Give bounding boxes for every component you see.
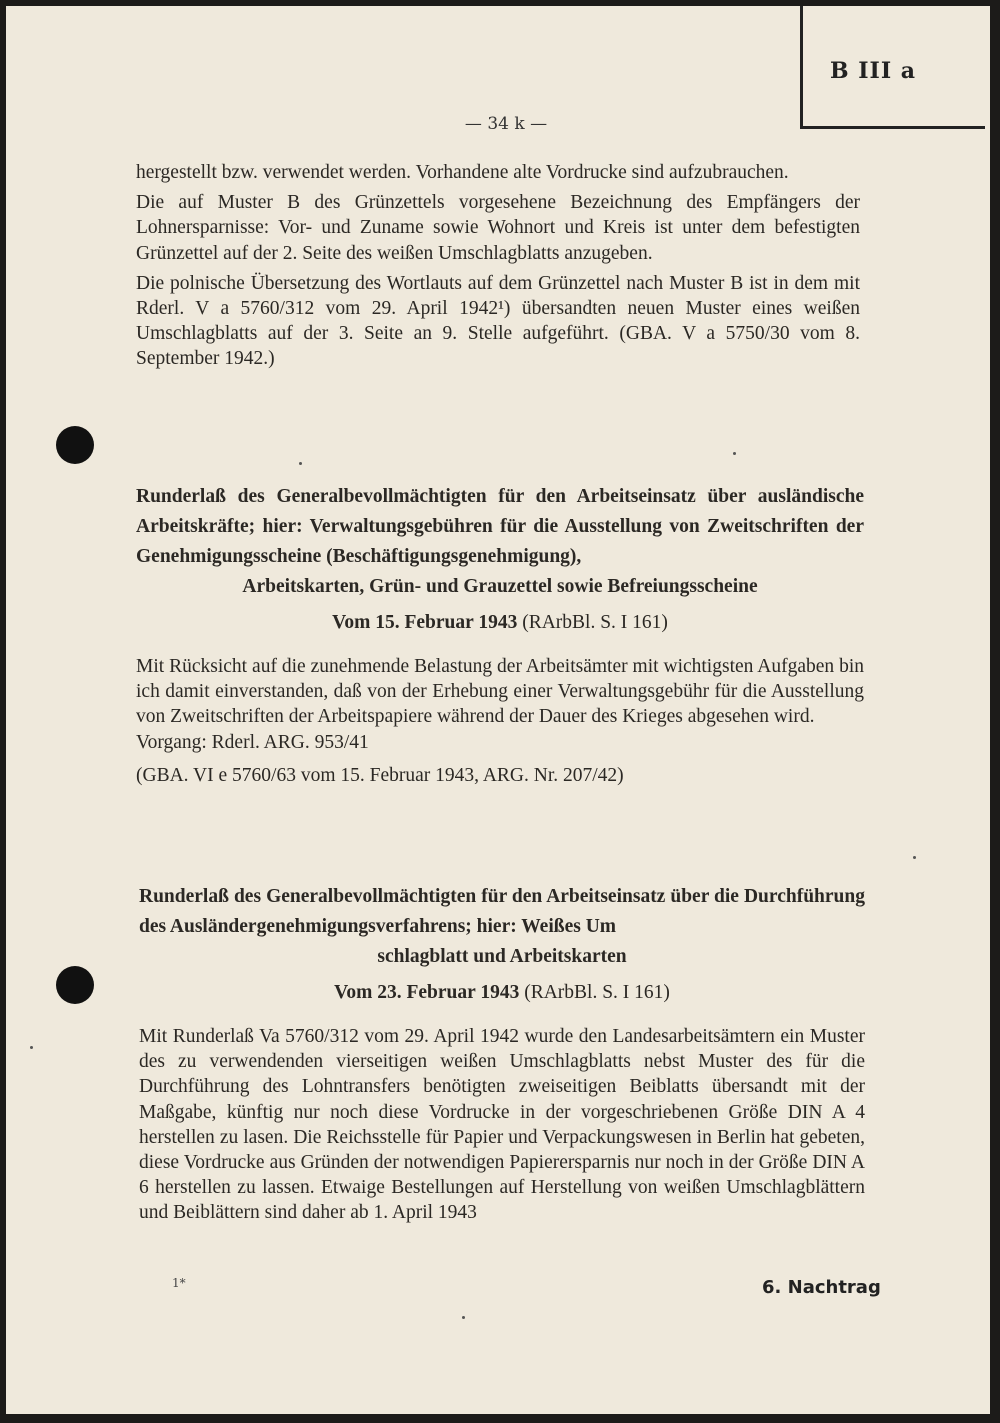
- section3-text: [139, 1024, 865, 1226]
- paper-speck: [462, 1316, 465, 1319]
- document-page: [6, 6, 990, 1414]
- section1-paragraph: hergestellt bzw. verwendet werden. Vorhandene alte Vordrucke sind aufzubrauchen.: [136, 162, 789, 183]
- section3-date-line: [139, 982, 865, 1004]
- section2-date: Vom 15. Februar 1943: [332, 612, 518, 633]
- section2-source: (RArbBl. S. I 161): [522, 612, 668, 633]
- section1-paragraph: Die auf Muster B des Grünzettels vorgesehene Bezeichnung des Empfängers der Lohnersparnisse: Vor- und Zuname sowie Wohnort und Kreis ist unter dem befestigten Grünzettel auf der 2. Seite des weißen Umschlagblatts anzugeben.: [136, 192, 860, 264]
- section2-heading-last-line: Arbeitskarten, Grün- und Grauzettel sowie Befreiungsscheine: [242, 576, 758, 597]
- section2-text: [136, 654, 864, 788]
- section3-heading: [139, 882, 865, 972]
- section2-reference: (GBA. VI e 5760/63 vom 15. Februar 1943, ARG. Nr. 207/42): [136, 764, 624, 786]
- paper-speck: [733, 452, 736, 455]
- section3: [139, 882, 865, 1226]
- supplement-label: 6. Nachtrag: [762, 1277, 881, 1298]
- paper-speck: [30, 1046, 33, 1049]
- section2-heading: [136, 482, 864, 602]
- punch-hole-top: [56, 426, 94, 464]
- section1-paragraph: Die polnische Übersetzung des Wortlauts auf dem Grünzettel nach Muster B ist in dem mit Rderl. V a 5760/312 vom 29. April 1942¹) übersandten neuen Muster eines weißen Umschlagblatts auf der 3. Seite an 9. Stelle aufgeführt. (GBA. V a 5750/30 vom 8. September 1942.): [136, 272, 860, 370]
- punch-hole-bottom: [56, 966, 94, 1004]
- footer-mark: 1*: [172, 1276, 186, 1290]
- section2-date-line: [136, 612, 864, 634]
- paper-speck: [913, 856, 916, 859]
- page-number: — 34 k —: [464, 114, 548, 134]
- section-label: B III a: [830, 58, 917, 84]
- section2-vorgang: Vorgang: Rderl. ARG. 953/41: [136, 731, 369, 753]
- section2-body: Mit Rücksicht auf die zunehmende Belastung der Arbeitsämter mit wichtigsten Aufgaben bin ich damit einverstanden, daß von der Erhebung einer Verwaltungsgebühr für die Ausstellung von Zweitschriften der Arbeitspapiere während der Dauer des Krieges abgesehen wird.: [136, 656, 864, 728]
- section3-body: Mit Runderlaß Va 5760/312 vom 29. April 1942 wurde den Landesarbeitsämtern ein Muster des zu verwendenden vierseitigen weißen Umschlagblatts nebst Muster des für die Durchführung des Lohntransfers benötigten zweiseitigen Beiblatts übersandt mit der Maßgabe, künftig nur noch diese Vordrucke in der vorgeschriebenen Größe DIN A 4 herstellen zu lasen. Die Reichsstelle für Papier und Verpackungswesen in Berlin hat gebeten, diese Vordrucke aus Gründen der notwendigen Papierersparnis nur noch in der Größe DIN A 6 herstellen zu lassen. Etwaige Bestellungen auf Herstellung von weißen Umschlagblättern und Beiblättern sind daher ab 1. April 1943: [139, 1026, 865, 1224]
- section2: [136, 482, 864, 788]
- section3-date: Vom 23. Februar 1943: [334, 982, 520, 1003]
- section2-heading-text: Runderlaß des Generalbevollmächtigten für den Arbeitseinsatz über ausländische Arbeitskräfte; hier: Verwaltungsgebühren für die Ausstellung von Zweitschriften der Genehmigungsscheine (Beschäftigungsgenehmigung),: [136, 486, 864, 567]
- section3-heading-last-line: schlagblatt und Arbeitskarten: [377, 946, 627, 967]
- section1-text: [136, 160, 860, 372]
- section3-heading-text: Runderlaß des Generalbevollmächtigten für den Arbeitseinsatz über die Durchführung des Ausländergenehmigungsverfahrens; hier: Weißes Um: [139, 886, 865, 937]
- paper-speck: [299, 462, 302, 465]
- section3-source: (RArbBl. S. I 161): [524, 982, 670, 1003]
